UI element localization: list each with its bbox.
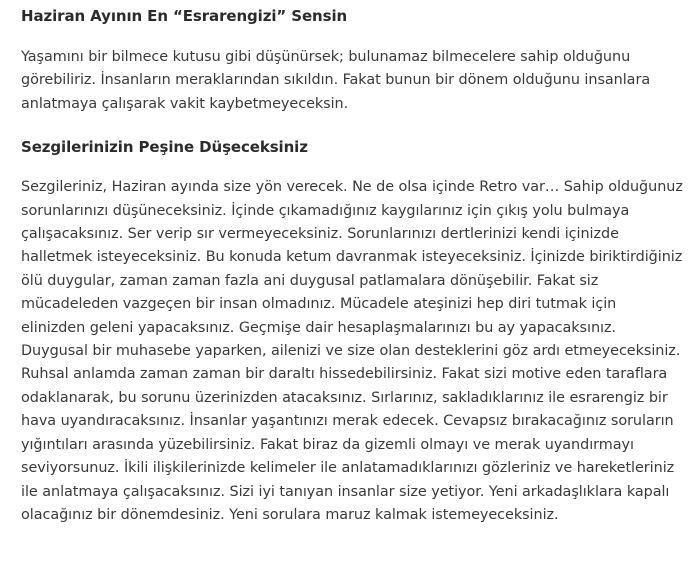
body-paragraph: Sezgileriniz, Haziran ayında size yön verecek. Ne de olsa içinde Retro var… Sahip olduğunuz sorunlarınızı düşüneceksiniz. İçinde çıkamadığınız kaygılarınız için çıkış yolu bulmaya çalışacaksınız. Ser verip sır vermeyeceksiniz. Sorunlarınızı dertlerinizi kendi içinizde halletmek isteyeceksiniz. Bu konuda ketum davranmak isteyeceksiniz. İçinizde biriktirdiğiniz ölü duygular, zaman zaman fazla ani duygusal patlamalara dönüşebilir. Fakat siz mücadeleden vazgeçen bir insan olmadınız. Mücadele ateşinizi hep diri tutmak için elinizden geleni yapacaksınız. Geçmişe dair hesaplaşmalarınızı bu ay yapacaksınız. Duygusal bir muhasebe yaparken, ailenizi ve size olan desteklerini göz ardı etmeyeceksiniz. Ruhsal anlamda zaman zaman bir daraltı hissedebilirsiniz. Fakat sizi motive eden taraflara odaklanarak, bu sorunu üzerinizden atacaksınız. Sırlarınız, sakladıklarınız ile esrarengiz bir hava uyandıracaksınız. İnsanlar yaşantınızı merak edecek. Cevapsız bırakacağınız soruların yığıntıları arasında yüzebilirsiniz. Fakat biraz da gizemli olmayı ve merak uyandırmayı seviyorsunuz. İkili ilişkilerinizde kelimeler ile anlatamadıklarınızı gözleriniz ve hareketleriniz ile anlatmaya çalışacaksınız. Sizi iyi tanıyan insanlar size yetiyor. Yeni arkadaşlıklara kapalı olacağınız bir dönemdesiniz. Yeni sorulara maruz kalmak istemeyeceksiniz. <box>21 179 683 523</box>
intro-paragraph: Yaşamını bir bilmece kutusu gibi düşünürsek; bulunamaz bilmecelere sahip olduğunu görebiliriz. İnsanların meraklarından sıkıldın. Fakat bunun bir dönem olduğunu insanlara anlatmaya çalışarak vakit kaybetmeyeceksin. <box>21 49 651 112</box>
article-title: Haziran Ayının En “Esrarengizi” Sensin <box>21 7 348 25</box>
section-heading: Sezgilerinizin Peşine Düşeceksiniz <box>21 138 308 157</box>
